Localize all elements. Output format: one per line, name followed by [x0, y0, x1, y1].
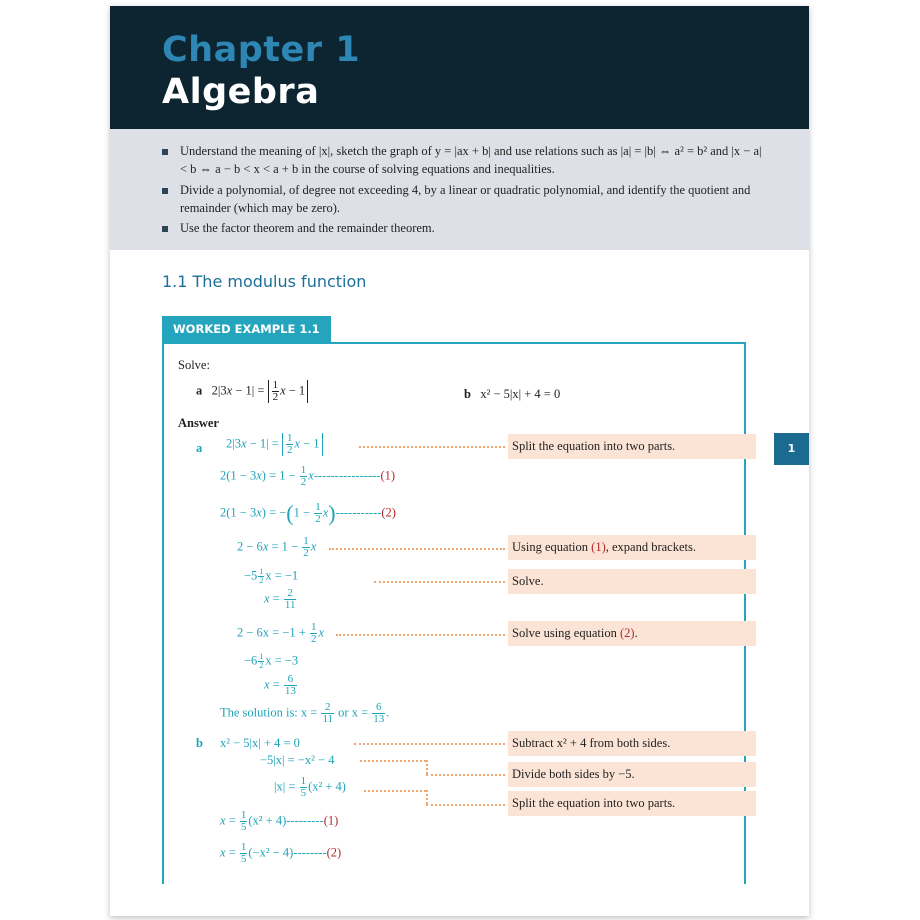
note-split: Split the equation into two parts.: [508, 434, 756, 459]
solve-label: Solve:: [178, 358, 210, 372]
note-divide: Divide both sides by −5.: [508, 762, 756, 787]
equation-line-7: −6 $\frac{1}{2}$ x = −3: [244, 652, 299, 670]
equation-line-5: x = $\frac{2}{11}$: [264, 587, 296, 611]
equation-line-4: −5 $\frac{1}{2}$ x = −1: [244, 567, 299, 585]
learning-objectives: Understand the meaning of |x|, sketch the graph of y = |ax + b| and use relations such as |a| = |b| ⇔ a² = b² and |x − a| < b ⇔ a − b < x < a + b in the course of solving equations and inequalities. Divide a polynomial, of degree not exceeding 4, by a linear or quadratic polynomial, and identify the quotient and remainder (which may be zero). Use the factor theorem and the remainder theorem.: [110, 129, 809, 250]
equation-line-6: 2 − 6x = −1 + $\frac{1}{2}$ x: [237, 621, 325, 645]
question-a: a 2|3x − 1| = $\frac{1}{2}$ x − 1: [196, 380, 308, 403]
worked-example-box: [162, 342, 746, 884]
equation-line-2: 2(1 − 3x) = −(1 − $\frac{1}{2}$ x)-----------(2): [220, 500, 396, 526]
note-solve-2: Solve using equation (2).: [508, 621, 756, 646]
square-bullet-icon: [162, 149, 168, 155]
answer-b-label: b: [196, 736, 203, 750]
chapter-title: Algebra: [162, 72, 320, 112]
square-bullet-icon: [162, 188, 168, 194]
chapter-side-tab[interactable]: 1: [774, 433, 809, 465]
chapter-header: [110, 6, 809, 129]
textbook-page: [110, 6, 809, 916]
note-solve: Solve.: [508, 569, 756, 594]
equation-line-3: 2 − 6x = 1 − $\frac{1}{2}$ x: [237, 535, 317, 559]
section-title: 1.1 The modulus function: [162, 272, 367, 291]
note-expand: Using equation (1), expand brackets.: [508, 535, 756, 560]
b-equation-line-2: −5|x| = −x² − 4: [260, 753, 335, 767]
answer-label: Answer: [178, 416, 219, 430]
note-subtract: Subtract x² + 4 from both sides.: [508, 731, 756, 756]
square-bullet-icon: [162, 226, 168, 232]
b-equation-line-5: x = $\frac{1}{5}$ (−x² − 4)--------(2): [220, 841, 342, 865]
equation-line-8: x = $\frac{6}{13}$: [264, 673, 296, 697]
b-equation-line-4: x = $\frac{1}{5}$ (x² + 4)---------(1): [220, 809, 339, 833]
worked-example-tab: WORKED EXAMPLE 1.1: [162, 316, 331, 342]
b-equation-line-3: |x| = $\frac{1}{5}$ (x² + 4): [274, 775, 346, 799]
question-b: b x² − 5|x| + 4 = 0: [464, 387, 561, 401]
chapter-number: Chapter 1: [162, 30, 361, 70]
answer-a-label: a: [196, 441, 203, 455]
note-split-2: Split the equation into two parts.: [508, 791, 756, 816]
solution-statement: The solution is: x = $\frac{2}{11}$ or x = $\frac{6}{13}$ .: [220, 701, 390, 725]
b-equation-line-1: x² − 5|x| + 4 = 0: [220, 736, 300, 750]
equation-line-1: 2(1 − 3x) = 1 − $\frac{1}{2}$ x----------------(1): [220, 464, 396, 488]
equation-line: 2|3x − 1| = $\frac{1}{2}$ x − 1: [226, 433, 323, 456]
